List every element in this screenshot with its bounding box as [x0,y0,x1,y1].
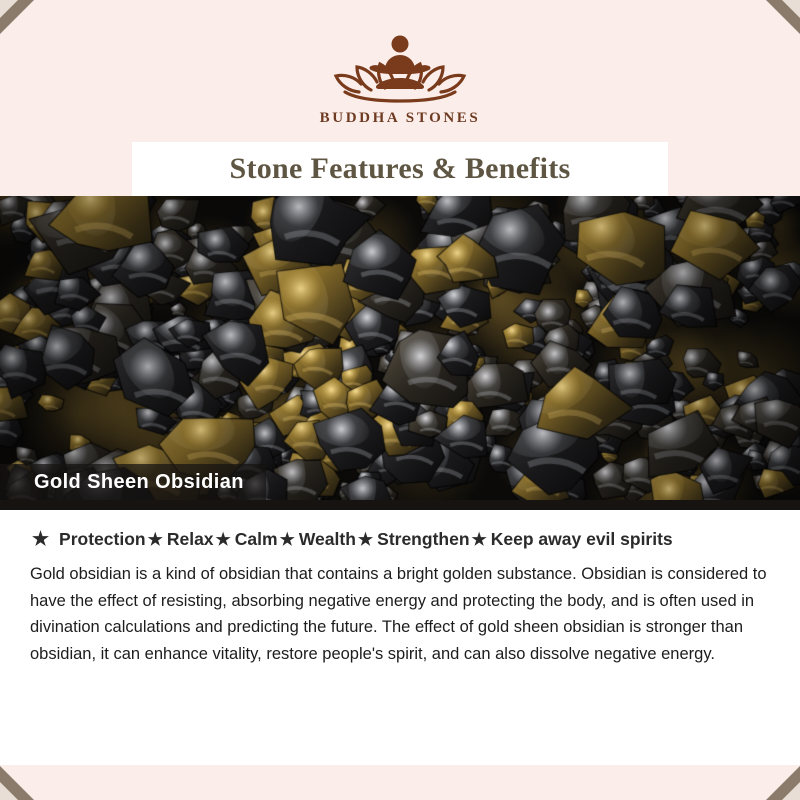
star-icon: ★ [147,529,163,549]
benefit-label: Keep away evil spirits [490,529,673,549]
stone-name-label [0,464,266,500]
corner-decoration-top-right-inner [782,0,800,18]
benefit-item [358,529,470,550]
page-title-band [132,142,668,196]
benefit-label: Calm [234,529,278,549]
corner-decoration-top-left-inner [0,0,18,18]
star-icon: ★ [32,529,50,550]
stone-description: Gold obsidian is a kind of obsidian that contains a bright golden substance. Obsidian is considered to have the effect of resisting, absorbing negative energy and protecting the body, and is often used in divination calculations and predicting the future. The effect of gold sheen obsidian is stronger than obsidian, it can enhance vitality, restore people's spirit, and can also dissolve negative energy. [30,565,767,664]
star-icon: ★ [215,529,231,549]
benefit-item [472,529,673,550]
benefit-item [32,528,146,551]
benefit-label: Protection [59,529,146,549]
star-icon: ★ [471,529,487,549]
corner-decoration-bottom-left-inner [0,782,18,800]
brand-name: BUDDHA STONES [319,110,481,126]
bottom-decorative-band [0,765,800,800]
benefit-item [216,529,278,550]
star-icon: ★ [357,529,374,549]
stone-photo-canvas [0,196,800,500]
photo-bottom-divider [0,500,800,510]
content-panel [0,510,800,765]
benefit-label: Relax [166,529,214,549]
benefit-label: Wealth [298,529,356,549]
benefits-list [30,528,770,551]
brand-header [0,18,800,127]
lotus-meditation-icon [325,18,475,104]
corner-decoration-bottom-right-inner [782,782,800,800]
benefit-item [280,529,356,550]
star-icon: ★ [279,529,295,549]
benefit-item [148,529,214,550]
benefit-label: Strengthen [377,529,470,549]
page-title: Stone Features & Benefits [229,152,571,185]
stone-photo [0,196,800,500]
stone-name: Gold Sheen Obsidian [34,470,244,493]
